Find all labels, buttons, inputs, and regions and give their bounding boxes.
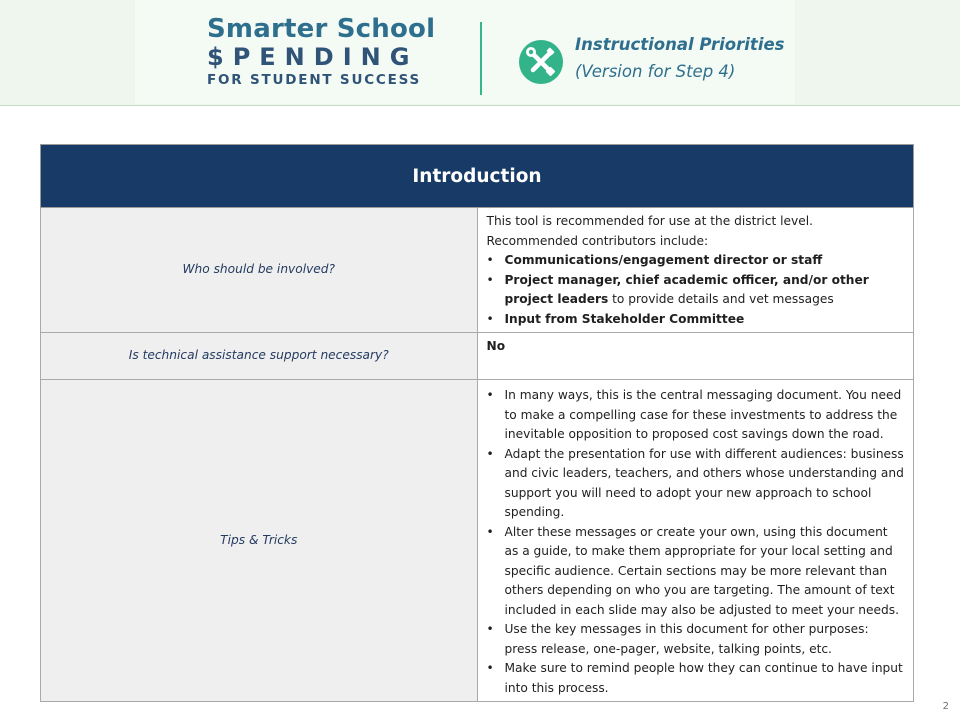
list-item xyxy=(487,271,905,310)
bullet-glyph: • xyxy=(486,446,494,461)
row-content-technical-assistance xyxy=(477,333,914,380)
header-subtitle: (Version for Step 4) xyxy=(575,62,736,81)
table-row xyxy=(41,208,914,333)
row-content-who-involved xyxy=(477,208,914,333)
list-item xyxy=(487,523,905,621)
logo-line-1: Smarter School xyxy=(207,14,436,44)
bullet-bold-text: Communications/engagement director or staff xyxy=(504,253,823,267)
bullet-glyph: • xyxy=(486,622,494,636)
header-divider xyxy=(480,22,482,95)
technical-assistance-value: No xyxy=(486,339,506,353)
bullet-text: to provide details and vet messages xyxy=(608,292,834,306)
list-item xyxy=(487,251,905,271)
wrench-screwdriver-icon xyxy=(519,40,563,84)
header-band xyxy=(0,0,960,106)
bullet-glyph: • xyxy=(486,524,494,539)
table-row xyxy=(41,333,914,380)
bullet-glyph: • xyxy=(486,253,494,267)
list-item xyxy=(487,659,905,698)
list-item xyxy=(487,386,905,445)
list-item xyxy=(487,445,905,523)
row-content-tips-tricks xyxy=(477,380,914,702)
bullet-glyph: • xyxy=(486,661,494,675)
bullet-bold-text: Input from Stakeholder Committee xyxy=(504,311,745,326)
row-label-technical-assistance: Is technical assistance support necessary? xyxy=(41,333,478,380)
introduction-table xyxy=(40,144,914,702)
bullet-glyph: • xyxy=(486,272,494,287)
list-item xyxy=(487,310,905,330)
tip-text: In many ways, this is the central messaging document. You need to make a compelling case for these investments to address the inevitable opposition to proposed cost savings down the road. xyxy=(504,388,902,441)
logo-line-2: $PENDING xyxy=(207,43,419,71)
contributors-list xyxy=(487,251,905,329)
logo-line-3: FOR STUDENT SUCCESS xyxy=(207,72,422,88)
bullet-bold-text: Project manager, chief academic officer, and/or other project leaders xyxy=(504,272,869,306)
bullet-glyph: • xyxy=(486,388,494,402)
tips-list xyxy=(487,386,905,698)
tip-text: Alter these messages or create your own, using this document as a guide, to make them appropriate for your local setting and specific audience. Certain sections may be more relevant than others depending on who you are targeting. The amount of text included in each slide may also be adjusted to meet your needs. xyxy=(504,524,899,617)
table-header-row xyxy=(41,145,914,208)
tip-text: Adapt the presentation for use with different audiences: business and civic leaders, teachers, and others whose understanding and support you will need to adopt your new approach to school spending. xyxy=(504,446,904,519)
header-title: Instructional Priorities xyxy=(575,35,785,54)
tip-text: Use the key messages in this document for other purposes: press release, one-pager, website, talking points, etc. xyxy=(504,622,869,656)
row-label-who-involved: Who should be involved? xyxy=(41,208,478,333)
tip-text: Make sure to remind people how they can continue to have input into this process. xyxy=(504,661,903,695)
table-row xyxy=(41,380,914,702)
smarter-school-spending-logo xyxy=(207,14,447,90)
page-number: 2 xyxy=(942,701,949,712)
bullet-glyph: • xyxy=(486,311,494,326)
who-involved-intro: This tool is recommended for use at the district level. Recommended contributors include: xyxy=(486,214,813,248)
table-heading: Introduction xyxy=(41,145,914,208)
row-label-tips-tricks: Tips & Tricks xyxy=(41,380,478,702)
list-item xyxy=(487,620,905,659)
